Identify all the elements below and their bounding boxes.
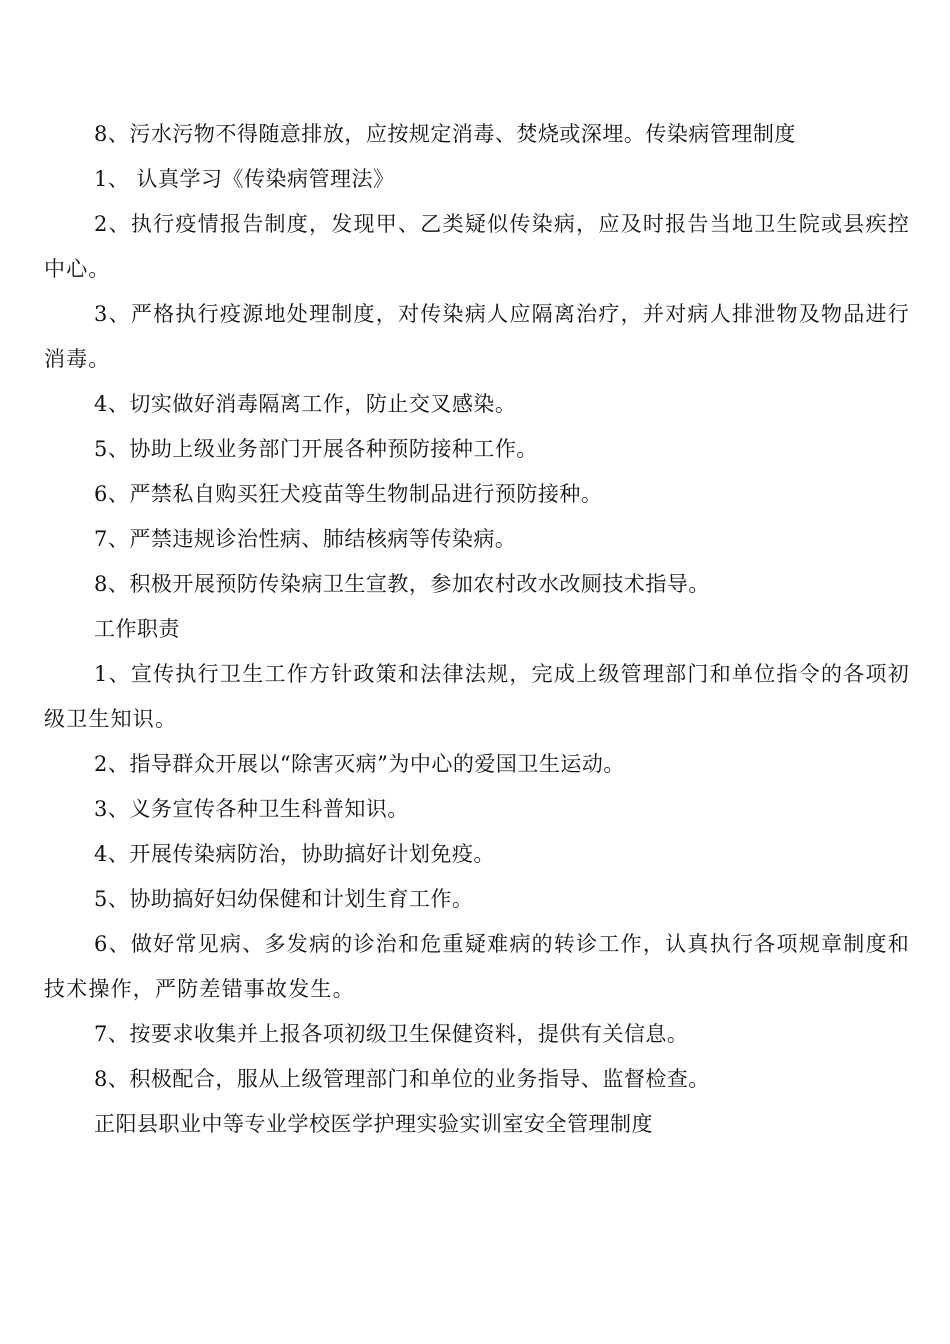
- paragraph-health-education: 8、积极开展预防传染病卫生宣教，参加农村改水改厕技术指导。: [94, 572, 710, 596]
- paragraph-vaccine-ban: 6、严禁私自购买狂犬疫苗等生物制品进行预防接种。: [94, 482, 603, 506]
- paragraph-epidemic-report: 2、执行疫情报告制度，发现甲、乙类疑似传染病，应及时报告当地卫生院或县疾控中心。: [44, 212, 910, 281]
- document-body: [44, 112, 910, 1147]
- paragraph-epidemic-source: 3、严格执行疫源地处理制度，对传染病人应隔离治疗，并对病人排泄物及物品进行消毒。: [44, 302, 910, 371]
- paragraph-vaccination-assist: 5、协助上级业务部门开展各种预防接种工作。: [94, 437, 538, 461]
- paragraph-duty-cooperate: 8、积极配合，服从上级管理部门和单位的业务指导、监督检查。: [94, 1067, 710, 1091]
- paragraph-duty-patriotic-health: 2、指导群众开展以“除害灭病”为中心的爱国卫生运动。: [94, 752, 625, 776]
- paragraph-duty-prevention: 4、开展传染病防治，协助搞好计划免疫。: [94, 842, 495, 866]
- paragraph-disinfection: 4、切实做好消毒隔离工作，防止交叉感染。: [94, 392, 517, 416]
- paragraph-duty-science: 3、义务宣传各种卫生科普知识。: [94, 797, 409, 821]
- paragraph-duty-data: 7、按要求收集并上报各项初级卫生保健资料，提供有关信息。: [94, 1022, 689, 1046]
- paragraph-duty-diagnosis: 6、做好常见病、多发病的诊治和危重疑难病的转诊工作，认真执行各项规章制度和技术操作，严防差错事故发生。: [44, 932, 910, 1001]
- section-heading-lab-safety: 正阳县职业中等专业学校医学护理实验实训室安全管理制度: [94, 1112, 653, 1136]
- paragraph-sewage-rule: 8、污水污物不得随意排放，应按规定消毒、焚烧或深埋。传染病管理制度: [94, 122, 796, 146]
- paragraph-study-law: 1、 认真学习《传染病管理法》: [94, 167, 395, 191]
- section-heading-duties: 工作职责: [94, 617, 180, 641]
- paragraph-treatment-ban: 7、严禁违规诊治性病、肺结核病等传染病。: [94, 527, 517, 551]
- paragraph-duty-policy: 1、宣传执行卫生工作方针政策和法律法规，完成上级管理部门和单位指令的各项初级卫生知识。: [44, 662, 910, 731]
- paragraph-duty-maternal: 5、协助搞好妇幼保健和计划生育工作。: [94, 887, 474, 911]
